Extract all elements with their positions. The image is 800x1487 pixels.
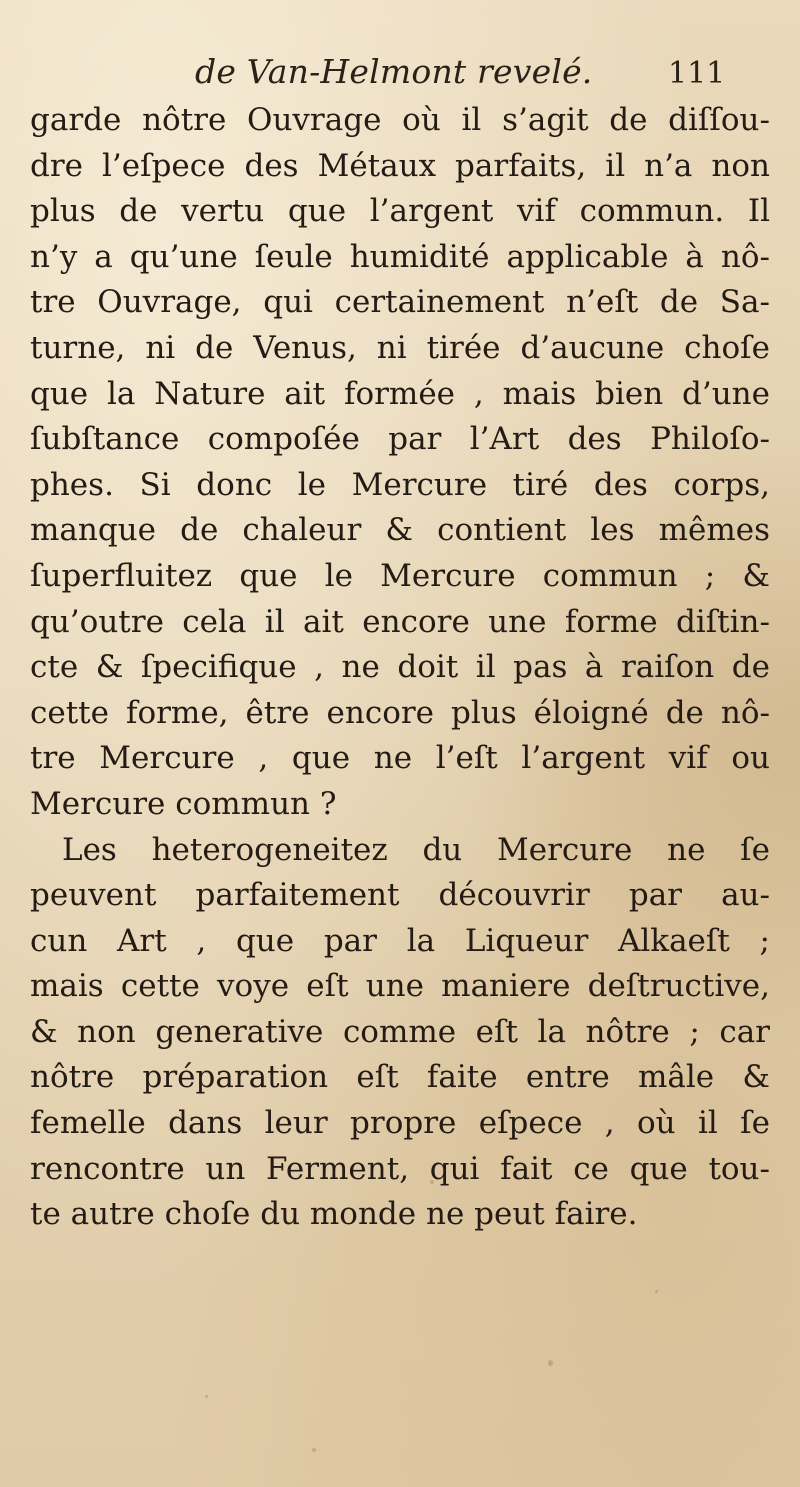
- text-line: manque de chaleur & contient les mêmes: [30, 512, 770, 549]
- text-line: cette forme, être encore plus éloigné de nô-: [30, 694, 770, 731]
- text-line: cun Art , que par la Liqueur Alkaeſt ;: [30, 922, 770, 959]
- text-line: te autre choſe du monde ne peut faire.: [30, 1196, 638, 1233]
- text-line: rencontre un Ferment, qui fait ce que tou-: [30, 1150, 770, 1187]
- text-line: Mercure commun ?: [30, 785, 337, 822]
- text-line: tre Mercure , que ne l’eſt l’argent vif ou: [30, 740, 770, 777]
- paper-spot: [205, 1395, 208, 1398]
- running-head: [0, 52, 800, 102]
- text-line: plus de vertu que l’argent vif commun. Il: [30, 193, 770, 230]
- text-line: ſubſtance compoſée par l’Art des Philoſo-: [30, 421, 770, 458]
- text-line: & non generative comme eſt la nôtre ; car: [30, 1013, 770, 1050]
- running-head-title: de Van-Helmont revelé.: [195, 52, 593, 91]
- text-line: tre Ouvrage, qui certainement n’eſt de Sa-: [30, 284, 770, 321]
- text-line: nôtre préparation eſt faite entre mâle &: [30, 1059, 770, 1096]
- paper-spot: [548, 1360, 553, 1366]
- text-line: qu’outre cela il ait encore une forme diſtin-: [30, 603, 770, 640]
- text-line: dre l’eſpece des Métaux parfaits, il n’a non: [30, 147, 770, 184]
- text-line: femelle dans leur propre eſpece , où il ſe: [30, 1105, 770, 1142]
- page-number: 111: [668, 56, 726, 91]
- text-line: garde nôtre Ouvrage où il s’agit de diſſou-: [30, 102, 770, 138]
- text-line: mais cette voye eſt une maniere deſtructive,: [30, 968, 770, 1005]
- text-line: peuvent parfaitement découvrir par au-: [30, 877, 770, 914]
- paper-spot: [312, 1448, 316, 1452]
- text-line: que la Nature ait formée , mais bien d’une: [30, 375, 770, 412]
- text-line: cte & ſpecifique , ne doit il pas à raiſon de: [30, 649, 770, 686]
- text-line: phes. Si donc le Mercure tiré des corps,: [30, 466, 770, 503]
- body-text: [30, 98, 770, 1238]
- paragraph-first-line: Les heterogeneitez du Mercure ne ſe: [62, 831, 770, 868]
- text-line: ſuperfluitez que le Mercure commun ; &: [30, 557, 770, 594]
- text-line: turne, ni de Venus, ni tirée d’aucune choſe: [30, 329, 770, 366]
- text-line: n’y a qu’une ſeule humidité applicable à nô-: [30, 238, 770, 275]
- paper-spot: [655, 1290, 658, 1293]
